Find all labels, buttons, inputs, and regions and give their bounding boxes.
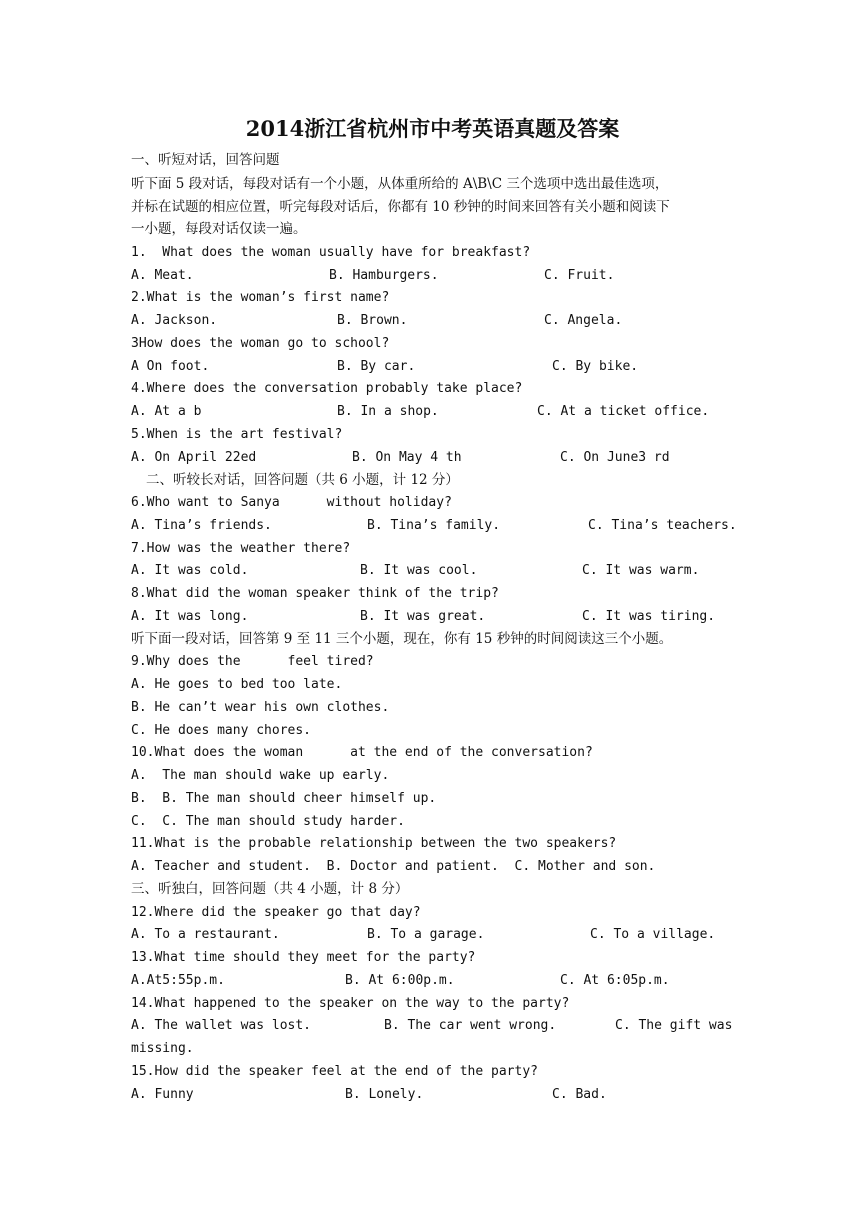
question-stem: 2.What is the woman’s first name?: [131, 290, 390, 305]
option-b: B. Brown.: [337, 313, 408, 328]
question-stem: 12.Where did the speaker go that day?: [131, 905, 421, 920]
section-heading: 一、听短对话，回答问题: [131, 152, 280, 168]
question-stem: 4.Where does the conversation probably take place?: [131, 381, 523, 396]
option-a: A. The man should wake up early.: [131, 768, 390, 783]
question-stem: 3How does the woman go to school?: [131, 336, 390, 351]
passage-note: 听下面一段对话，回答第 9 至 11 三个小题，现在，你有 15 秒钟的时间阅读这三个小题。: [131, 631, 673, 647]
option-c: C. It was tiring.: [582, 609, 716, 624]
question-stem: 10.What does the woman at the end of the conversation?: [131, 745, 593, 760]
option-a: A. He goes to bed too late.: [131, 677, 343, 692]
section-heading: 二、听较长对话，回答问题（共 6 小题，计 12 分）: [146, 472, 459, 488]
question-stem: 7.How was the weather there?: [131, 541, 351, 556]
option-a: A. The wallet was lost.: [131, 1018, 312, 1033]
option-c: C. He does many chores.: [131, 723, 312, 738]
option-c: C. The gift was: [615, 1018, 733, 1033]
option-b: B. Lonely.: [345, 1087, 424, 1102]
question-stem: 6.Who want to Sanya without holiday?: [131, 495, 452, 510]
question-stem: 5.When is the art festival?: [131, 427, 343, 442]
question-stem: 14.What happened to the speaker on the way to the party?: [131, 996, 570, 1011]
option-c: C. Bad.: [552, 1087, 607, 1102]
instruction-line: 听下面 5 段对话，每段对话有一个小题，从体重所给的 A\B\C 三个选项中选出最佳选项，: [131, 176, 669, 192]
instruction-line: 并标在试题的相应位置，听完每段对话后，你都有 10 秒钟的时间来回答有关小题和阅读下: [131, 199, 670, 215]
option-b: B. By car.: [337, 359, 416, 374]
option-b: B. Hamburgers.: [329, 268, 439, 283]
option-c: C. Fruit.: [544, 268, 615, 283]
option-c: C. Tina’s teachers.: [588, 518, 737, 533]
option-b: B. B. The man should cheer himself up.: [131, 791, 437, 806]
document-title: 2014浙江省杭州市中考英语真题及答案: [245, 116, 620, 141]
question-stem: 13.What time should they meet for the party?: [131, 950, 476, 965]
option-b: B. To a garage.: [367, 927, 485, 942]
option-a: A. Meat.: [131, 268, 194, 283]
option-b: B. Tina’s family.: [367, 518, 501, 533]
option-a: A. Tina’s friends.: [131, 518, 272, 533]
option-a: A.At5:55p.m.: [131, 973, 225, 988]
option-a: A. It was long.: [131, 609, 249, 624]
option-b: B. The car went wrong.: [384, 1018, 557, 1033]
option-c: C. C. The man should study harder.: [131, 814, 405, 829]
option-b: B. He can’t wear his own clothes.: [131, 700, 390, 715]
option-b: B. It was cool.: [360, 563, 478, 578]
option-a: A. Jackson.: [131, 313, 218, 328]
question-stem: 15.How did the speaker feel at the end of the party?: [131, 1064, 538, 1079]
question-stem: 8.What did the woman speaker think of the trip?: [131, 586, 499, 601]
option-c: C. At 6:05p.m.: [560, 973, 670, 988]
question-stem: 9.Why does the feel tired?: [131, 654, 374, 669]
option-c: C. By bike.: [552, 359, 639, 374]
question-stem: 11.What is the probable relationship between the two speakers?: [131, 836, 617, 851]
option-c: C. At a ticket office.: [537, 404, 710, 419]
option-b: B. In a shop.: [337, 404, 439, 419]
option-c: C. Angela.: [544, 313, 623, 328]
option-a: A. Funny: [131, 1087, 194, 1102]
section-heading: 三、听独白，回答问题（共 4 小题，计 8 分）: [131, 881, 409, 897]
question-stem: 1. What does the woman usually have for breakfast?: [131, 245, 531, 260]
option-c: C. It was warm.: [582, 563, 700, 578]
option-a: A On foot.: [131, 359, 210, 374]
option-b: B. At 6:00p.m.: [345, 973, 455, 988]
instruction-line: 一小题，每段对话仅读一遍。: [131, 221, 307, 237]
option-c: C. To a village.: [590, 927, 716, 942]
option-a: A. It was cold.: [131, 563, 249, 578]
option-c-continued: missing.: [131, 1041, 194, 1056]
options-line: A. Teacher and student. B. Doctor and patient. C. Mother and son.: [131, 859, 656, 874]
option-a: A. At a b: [131, 404, 202, 419]
option-a: A. To a restaurant.: [131, 927, 280, 942]
option-b: B. It was great.: [360, 609, 486, 624]
option-c: C. On June3 rd: [560, 450, 670, 465]
option-a: A. On April 22ed: [131, 450, 257, 465]
option-b: B. On May 4 th: [352, 450, 462, 465]
